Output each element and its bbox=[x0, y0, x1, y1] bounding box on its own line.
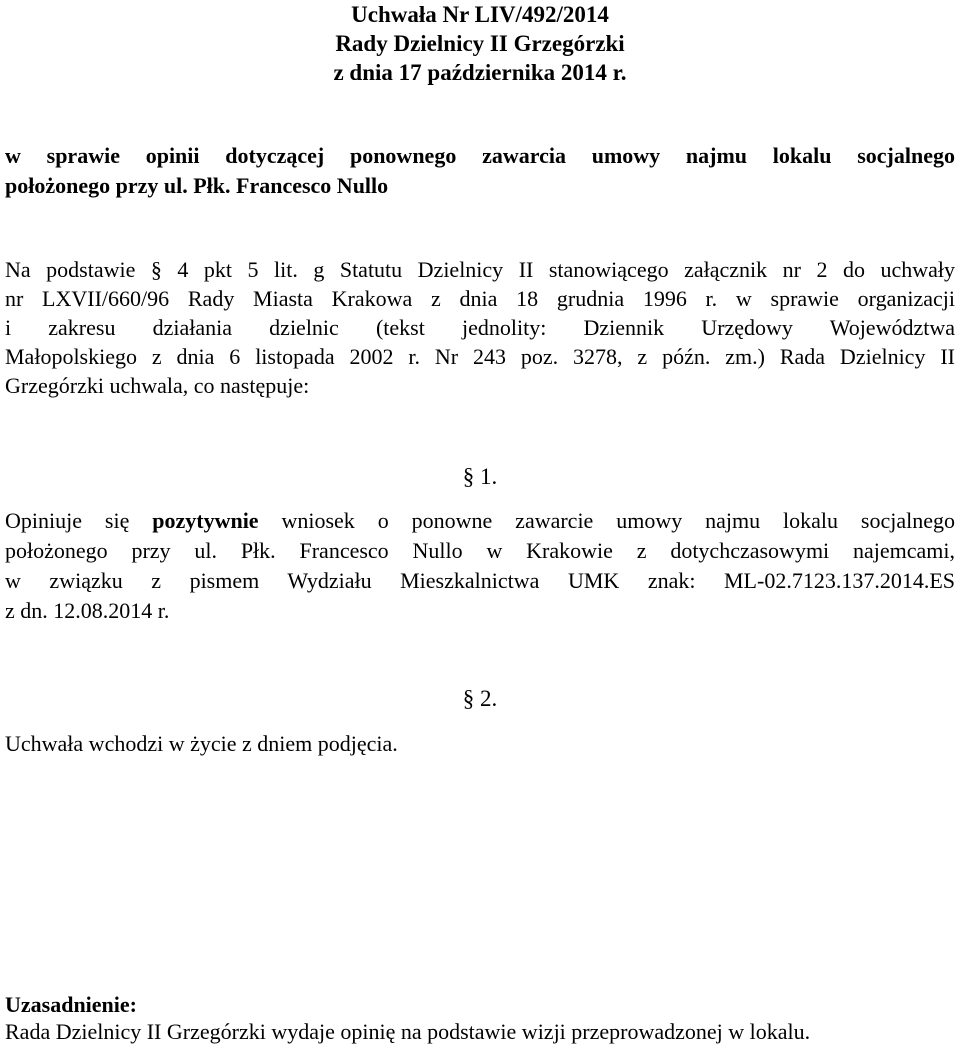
legal-basis bbox=[5, 255, 955, 400]
resolution-header bbox=[0, 0, 960, 87]
basis-line-1: Na podstawie § 4 pkt 5 lit. g Statutu Dzielnicy II stanowiącego załącznik nr 2 do uchwały bbox=[5, 257, 955, 282]
section-1-line-2: położonego przy ul. Płk. Francesco Nullo w Krakowie z dotychczasowymi najemcami, bbox=[5, 538, 955, 563]
resolution-number: Uchwała Nr LIV/492/2014 bbox=[351, 2, 609, 27]
section-1-line-1-post: wniosek o ponowne zawarcie umowy najmu lokalu socjalnego bbox=[258, 508, 956, 533]
justification-text: Rada Dzielnicy II Grzegórzki wydaje opinię na podstawie wizji przeprowadzonej w lokalu. bbox=[5, 1019, 811, 1044]
justification-title: Uzasadnienie: bbox=[5, 992, 137, 1017]
section-1-line-1 bbox=[5, 506, 955, 536]
basis-line-2: nr LXVII/660/96 Rady Miasta Krakowa z dnia 18 grudnia 1996 r. w sprawie organizacji bbox=[5, 286, 955, 311]
section-2-text: Uchwała wchodzi w życie z dniem podjęcia. bbox=[5, 731, 398, 756]
section-1-marker: § 1. bbox=[462, 464, 498, 489]
basis-line-3: i zakresu działania dzielnic (tekst jednolity: Dziennik Urzędowy Województwa bbox=[5, 315, 955, 340]
section-1-line-1-pre: Opiniuje się bbox=[5, 508, 153, 533]
section-1-text bbox=[5, 506, 955, 626]
subject-line-1: w sprawie opinii dotyczącej ponownego zawarcia umowy najmu lokalu socjalnego bbox=[5, 143, 955, 168]
subject-line-2: położonego przy ul. Płk. Francesco Nullo bbox=[5, 173, 389, 198]
resolution-date: z dnia 17 października 2014 r. bbox=[333, 60, 627, 85]
resolution-subject bbox=[5, 141, 955, 201]
resolution-issuer: Rady Dzielnicy II Grzegórzki bbox=[335, 31, 625, 56]
section-2-marker: § 2. bbox=[462, 686, 498, 711]
section-1-line-3: w związku z pismem Wydziału Mieszkalnictwa UMK znak: ML-02.7123.137.2014.ES bbox=[5, 568, 955, 593]
section-1-emphasis: pozytywnie bbox=[152, 508, 259, 533]
basis-line-5: Grzegórzki uchwala, co następuje: bbox=[5, 373, 310, 398]
section-1-line-4: z dn. 12.08.2014 r. bbox=[5, 598, 170, 623]
basis-line-4: Małopolskiego z dnia 6 listopada 2002 r. Nr 243 poz. 3278, z późn. zm.) Rada Dzielnicy II bbox=[5, 344, 955, 369]
